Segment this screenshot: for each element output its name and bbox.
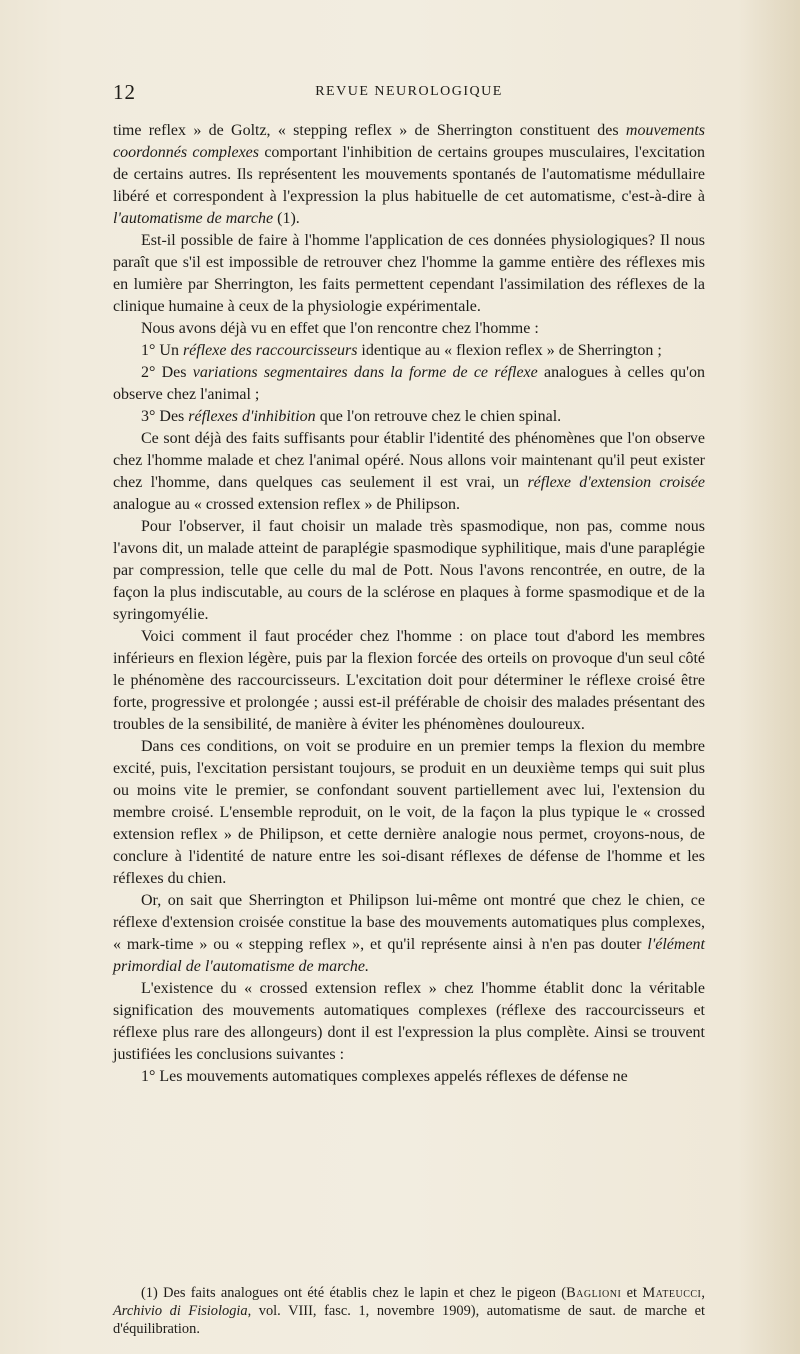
italic-phrase: réflexe des raccourcisseurs xyxy=(182,342,358,359)
paragraph xyxy=(113,626,705,736)
paragraph xyxy=(113,120,705,230)
text-run: analogue au « crossed extension reflex » de Philipson. xyxy=(113,496,461,513)
italic-phrase: l'automatisme de marche xyxy=(113,210,274,227)
italic-phrase: variations segmentaires dans la forme de ce réflexe xyxy=(192,364,538,381)
text-run: identique au « flexion reflex » de Sherrington ; xyxy=(357,342,662,359)
paragraph xyxy=(113,406,705,428)
italic-phrase: Archivio di Fisiologia xyxy=(113,1303,248,1319)
page-number: 12 xyxy=(113,80,136,104)
text-run: L'existence du « crossed extension reflex » chez l'homme établit donc la véritable signification des mouvements automatiques complexes (réflexe des raccourcisseurs et réflexe plus rare des allongeurs) dont il est l'expression la plus complète. Ainsi se trouvent justifiées les conclusions suivantes : xyxy=(113,980,705,1063)
paragraph xyxy=(113,736,705,890)
footnote-text xyxy=(113,1284,705,1338)
article-body xyxy=(113,120,705,1088)
text-run: , xyxy=(701,1285,705,1301)
text-run: 1° Les mouvements automatiques complexes appelés réflexes de défense ne xyxy=(141,1068,628,1085)
text-run: time reflex » de Goltz, « stepping reflex » de Sherrington constituent des xyxy=(113,122,626,139)
text-run: et xyxy=(621,1285,643,1301)
author-name: Mateucci xyxy=(642,1285,702,1301)
italic-phrase: mouvements coordonnés complexes xyxy=(113,122,705,161)
text-run: 1° Un xyxy=(141,342,183,359)
paragraph xyxy=(113,1066,705,1088)
paragraph xyxy=(113,516,705,626)
text-run: Dans ces conditions, on voit se produire en un premier temps la flexion du membre excité, puis, l'excitation persistant toujours, se produit en un deuxième temps qui suit plus ou moins vite le premier, se confondant souvent partiellement avec lui, l'extension du membre croisé. L'ensemble reproduit, on le voit, de la façon la plus typique le « crossed extension reflex » de Philipson, et cette dernière analogie nous permet, croyons-nous, de conclure à l'identité de nature entre les soi-disant réflexes de défense de l'homme et les réflexes du chien. xyxy=(113,738,705,887)
paragraph xyxy=(113,428,705,516)
italic-phrase: réflexes d'inhibition xyxy=(188,408,316,425)
italic-phrase: l'élément primordial de l'automatisme de marche. xyxy=(113,936,705,975)
text-run: comportant l'inhibition de certains groupes musculaires, l'excitation de certains autres. Ils représentent les mouvements spontanés de l'automatisme médullaire libéré et correspondent à l'expression la plus habituelle de cet automatisme, c'est-à-dire à xyxy=(113,144,705,205)
paragraph xyxy=(113,340,705,362)
text-run: Pour l'observer, il faut choisir un malade très spasmodique, non pas, comme nous l'avons dit, un malade atteint de paraplégie spasmodique syphilitique, mais d'une paraplégie par compression, telle que celle du mal de Pott. Nous l'avons rencontrée, en outre, de la façon la plus indiscutable, au cours de la sclérose en plaques à forme spasmodique et de la syringomyélie. xyxy=(113,518,705,623)
text-run: Est-il possible de faire à l'homme l'application de ces données physiologiques? Il nous paraît que s'il est impossible de retrouver chez l'homme la gamme entière des réflexes mis en lumière par Sherrington, les faits permettent cependant l'assimilation des réflexes de la clinique humaine à ceux de la physiologie expérimentale. xyxy=(113,232,705,315)
text-run: analogues à celles qu'on observe chez l'animal ; xyxy=(113,364,705,403)
text-run: (1). xyxy=(273,210,300,227)
text-run: 2° Des xyxy=(141,364,193,381)
text-run: 3° Des xyxy=(141,408,189,425)
author-name: Baglioni xyxy=(566,1285,622,1301)
journal-title: REVUE NEUROLOGIQUE xyxy=(315,84,503,99)
paragraph xyxy=(113,362,705,406)
paragraph xyxy=(113,890,705,978)
running-head xyxy=(113,80,705,110)
text-run: Voici comment il faut procéder chez l'homme : on place tout d'abord les membres inférieurs en flexion légère, puis par la flexion forcée des orteils on provoque d'un seul côté le phénomène des raccourcisseurs. L'excitation doit pour déterminer le réflexe croisé être forte, progressive et prolongée ; aussi est-il préférable de choisir des malades présentant des troubles de la sensibilité, de manière à éviter les phénomènes douloureux. xyxy=(113,628,705,733)
paper-edge-stain xyxy=(740,0,800,1354)
italic-phrase: réflexe d'extension croisée xyxy=(527,474,705,491)
text-run: Nous avons déjà vu en effet que l'on rencontre chez l'homme : xyxy=(141,320,539,337)
paragraph xyxy=(113,978,705,1066)
text-run: (1) Des faits analogues ont été établis chez le lapin et chez le pigeon ( xyxy=(141,1285,567,1301)
text-run: Ce sont déjà des faits suffisants pour établir l'identité des phénomènes que l'on observe chez l'homme malade et chez l'animal opéré. Nous allons voir maintenant qu'il peut exister chez l'homme, dans quelques cas seulement il est vrai, un xyxy=(113,430,705,491)
text-run: que l'on retrouve chez le chien spinal. xyxy=(315,408,562,425)
paragraph xyxy=(113,230,705,318)
paragraph xyxy=(113,318,705,340)
text-run: , vol. VIII, fasc. 1, novembre 1909), automatisme de saut. de marche et d'équilibration. xyxy=(113,1303,705,1337)
text-run: Or, on sait que Sherrington et Philipson lui-même ont montré que chez le chien, ce réflexe d'extension croisée constitue la base des mouvements automatiques plus complexes, « mark-time » ou « stepping reflex », et qu'il représente ainsi à n'en pas douter xyxy=(113,892,705,953)
footnote xyxy=(113,1284,705,1338)
